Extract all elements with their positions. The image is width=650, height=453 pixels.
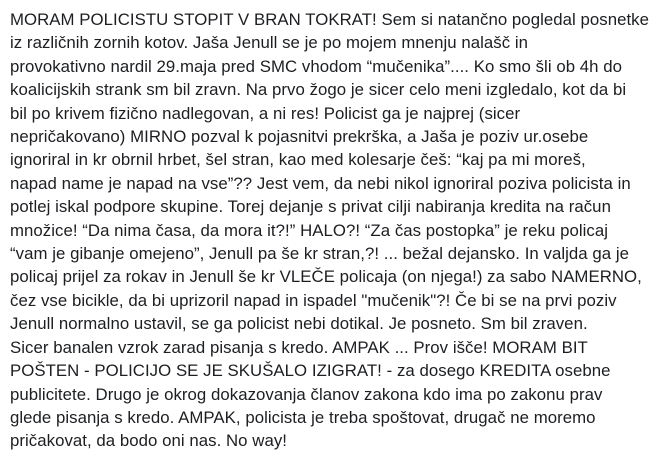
post-text-line: napad name je napad na vse”?? Jest vem, da nebi nikol ignoriral poziva policista in [10,173,631,193]
post-text-line: Jenull normalno ustavil, se ga policist nebi dotikal. Je posneto. Sm bil zraven. [10,314,588,334]
post-text-line: pričakovat, da bodo oni nas. No way! [10,431,287,451]
post-text-line: POŠTEN - POLICIJO SE JE SKUŠALO IZIGRAT! - za dosego KREDITA osebne [10,361,611,381]
post-text-line: bil po krivem fizično nadlegovan, a ni res! Policist ga je najprej (sicer [10,103,521,123]
post-text-line: množice! “Da nima časa, da mora it?!” HALO?! “Za čas postopka” je reku policaj [10,220,609,240]
post-text-line: ignoriral in kr obrnil hrbet, šel stran, kao med kolesarje češ: “kaj pa mi moreš, [10,150,586,170]
post-text-line: koalicijskih strank sm bil zravn. Na prvo žogo je sicer celo meni izgledalo, kot da bi [10,80,627,100]
post-text-line: čez vse bicikle, da bi uprizoril napad in ispadel "mučenik"?! Če bi se na prvi poziv [10,290,617,310]
post-text-line: iz različnih zornih kotov. Jaša Jenull se je po mojem mnenju nalašč in [10,33,529,53]
post-text-line: nepričakovano) MIRNO pozval k pojasnitvi prekrška, a Jaša je poziv ur.osebe [10,127,589,147]
post-text-line: publicitete. Drugo je okrog dokazovanja članov zakona kdo ima po zakonu prav [10,384,603,404]
post-text-line: Sicer banalen vzrok zarad pisanja s kredo. AMPAK ... Prov išče! MORAM BIT [10,337,588,357]
post-text-line: provokativno nardil 29.maja pred SMC vhodom “mučenika”.... Ko smo šli ob 4h do [10,56,623,76]
post-text-line: MORAM POLICISTU STOPIT V BRAN TOKRAT! Sem si natančno pogledal posnetke [10,10,649,29]
post-text-line: “vam je gibanje omejeno”, Jenull pa še kr stran,?! ... bežal dejansko. In valjda ga je [10,244,630,264]
post-text-line: potlej iskal podpore skupine. Torej dejanje s privat cilji nabiranja kredita na račun [10,197,611,217]
post-text-line: policaj prijel za rokav in Jenull še kr VLEČE policaja (on njega!) za sabo NAMERNO, [10,267,642,287]
post-text-line: glede pisanja s kredo. AMPAK, policista je treba spoštovat, drugač ne moremo [10,407,596,427]
